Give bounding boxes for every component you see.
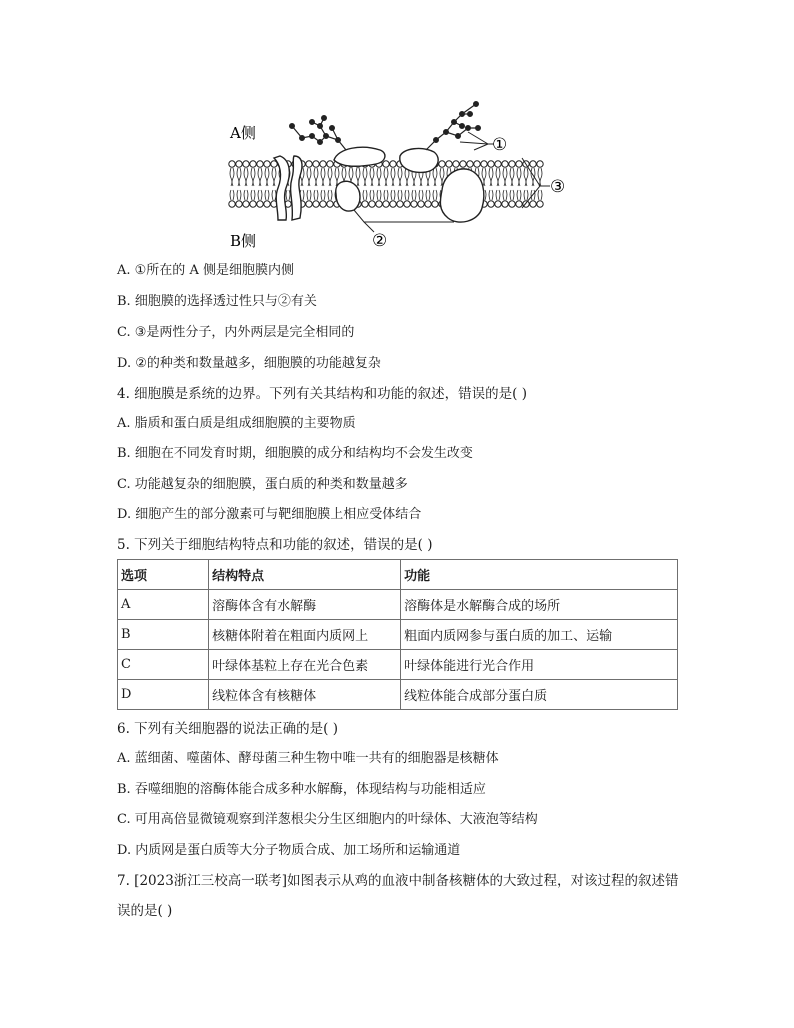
phospholipid-head — [313, 161, 319, 167]
phospholipid-head — [257, 201, 263, 207]
q6-option-d: D. 内质网是蛋白质等大分子物质合成、加工场所和运输通道 — [117, 843, 461, 858]
q6-stem: 6. 下列有关细胞器的说法正确的是( ) — [117, 721, 338, 737]
peripheral-protein-top — [334, 147, 385, 166]
phospholipid-tail — [230, 168, 234, 200]
phospholipid-head — [495, 201, 501, 207]
phospholipid-tail — [363, 168, 367, 200]
table-cell: 线粒体能合成部分蛋白质 — [401, 680, 678, 710]
table-cell: 粗面内质网参与蛋白质的加工、运输 — [401, 620, 678, 650]
table-cell: 叶绿体能进行光合作用 — [401, 650, 678, 680]
phospholipid-head — [446, 161, 452, 167]
table-row — [118, 590, 678, 620]
phospholipid-tail — [398, 168, 402, 200]
phospholipid-head — [439, 161, 445, 167]
cell-membrane-diagram — [222, 98, 582, 256]
phospholipid-head — [320, 201, 326, 207]
embedded-protein-2 — [336, 181, 360, 211]
phospholipid-head — [264, 201, 270, 207]
phospholipid-tail — [370, 168, 374, 200]
phospholipid-tail — [377, 168, 381, 200]
q3-option-d: D. ②的种类和数量越多，细胞膜的功能越复杂 — [117, 356, 381, 371]
glycoprotein-chain-left — [290, 116, 346, 150]
phospholipid-head — [306, 201, 312, 207]
phospholipid-tail — [412, 168, 416, 200]
table-row — [118, 680, 678, 710]
table-cell: 溶酶体含有水解酶 — [209, 590, 401, 620]
phospholipid-tail — [510, 168, 514, 200]
marker-1: ① — [492, 135, 508, 155]
phospholipid-head — [537, 161, 543, 167]
phospholipid-tail — [251, 168, 255, 200]
large-transmembrane-protein — [440, 169, 483, 222]
table-cell: C — [118, 650, 209, 680]
header-function: 功能 — [401, 560, 678, 590]
label-b-side: B侧 — [230, 232, 257, 250]
phospholipid-tail — [517, 168, 521, 200]
phospholipid-head — [390, 201, 396, 207]
phospholipid-head — [243, 201, 249, 207]
q4-option-d: D. 细胞产生的部分激素可与靶细胞膜上相应受体结合 — [117, 507, 422, 522]
q4-option-c: C. 功能越复杂的细胞膜，蛋白质的种类和数量越多 — [117, 477, 408, 492]
phospholipid-head — [404, 201, 410, 207]
phospholipid-head — [243, 161, 249, 167]
phospholipid-head — [488, 201, 494, 207]
phospholipid-head — [369, 201, 375, 207]
phospholipid-head — [502, 161, 508, 167]
membrane-svg — [222, 98, 582, 256]
q5-table — [117, 559, 678, 710]
phospholipid-head — [509, 161, 515, 167]
phospholipid-tail — [314, 168, 318, 200]
phospholipid-head — [362, 201, 368, 207]
phospholipid-head — [530, 161, 536, 167]
phospholipid-head — [383, 201, 389, 207]
phospholipid-head — [411, 201, 417, 207]
phospholipid-tail — [524, 168, 528, 200]
phospholipid-tail — [391, 168, 395, 200]
q6-option-b: B. 吞噬细胞的溶酶体能合成多种水解酶，体现结构与功能相适应 — [117, 782, 486, 797]
peripheral-protein-right — [400, 149, 438, 173]
q7-stem-line2: 误的是( ) — [117, 903, 173, 919]
phospholipid-head — [530, 201, 536, 207]
phospholipid-head — [390, 161, 396, 167]
phospholipid-head — [376, 201, 382, 207]
phospholipid-head — [250, 201, 256, 207]
label-a-side: A侧 — [230, 124, 256, 142]
phospholipid-head — [306, 161, 312, 167]
phospholipid-head — [453, 161, 459, 167]
phospholipid-tail — [328, 168, 332, 200]
q6-option-a: A. 蓝细菌、噬菌体、酵母菌三种生物中唯一共有的细胞器是核糖体 — [117, 751, 499, 766]
phospholipid-head — [383, 161, 389, 167]
phospholipid-head — [432, 201, 438, 207]
phospholipid-tail — [405, 168, 409, 200]
table-cell: A — [118, 590, 209, 620]
table-cell: 线粒体含有核糖体 — [209, 680, 401, 710]
table-cell: 叶绿体基粒上存在光合色素 — [209, 650, 401, 680]
phospholipid-head — [495, 161, 501, 167]
phospholipid-head — [418, 201, 424, 207]
phospholipid-tail — [321, 168, 325, 200]
q3-option-b: B. 细胞膜的选择透过性只与②有关 — [117, 294, 317, 309]
phospholipid-head — [467, 161, 473, 167]
phospholipid-head — [229, 161, 235, 167]
phospholipid-tail — [489, 168, 493, 200]
phospholipid-head — [474, 161, 480, 167]
phospholipid-tail — [258, 168, 262, 200]
table-row — [118, 620, 678, 650]
q4-option-a: A. 脂质和蛋白质是组成细胞膜的主要物质 — [117, 416, 356, 431]
marker-3: ③ — [550, 177, 566, 197]
table-cell: B — [118, 620, 209, 650]
phospholipid-tail — [307, 168, 311, 200]
q3-option-c: C. ③是两性分子，内外两层是完全相同的 — [117, 325, 355, 340]
phospholipid-tail — [237, 168, 241, 200]
marker-2: ② — [372, 231, 388, 251]
phospholipid-tail — [272, 168, 276, 200]
header-option: 选项 — [118, 560, 209, 590]
q4-option-b: B. 细胞在不同发育时期，细胞膜的成分和结构均不会发生改变 — [117, 446, 473, 461]
table-cell: D — [118, 680, 209, 710]
phospholipid-head — [264, 161, 270, 167]
phospholipid-head — [257, 161, 263, 167]
phospholipid-head — [537, 201, 543, 207]
phospholipid-head — [236, 201, 242, 207]
header-structure: 结构特点 — [209, 560, 401, 590]
phospholipid-head — [488, 161, 494, 167]
phospholipid-head — [509, 201, 515, 207]
phospholipid-heads-outer — [229, 161, 543, 167]
phospholipid-tail — [433, 168, 437, 200]
phospholipid-tail — [496, 168, 500, 200]
phospholipid-head — [516, 201, 522, 207]
phospholipid-tail — [265, 168, 269, 200]
phospholipid-head — [229, 201, 235, 207]
q7-stem-line1: 7. [2023浙江三校高一联考]如图表示从鸡的血液中制备核糖体的大致过程，对该过程的叙述错 — [117, 873, 679, 889]
phospholipid-tail — [384, 168, 388, 200]
table-row — [118, 650, 678, 680]
q3-option-a: A. ①所在的 A 侧是细胞膜内侧 — [117, 263, 294, 278]
phospholipid-tail — [244, 168, 248, 200]
phospholipid-head — [320, 161, 326, 167]
phospholipid-head — [327, 201, 333, 207]
phospholipid-head — [250, 161, 256, 167]
phospholipid-head — [313, 201, 319, 207]
phospholipid-head — [516, 161, 522, 167]
phospholipid-tail — [503, 168, 507, 200]
phospholipid-head — [481, 161, 487, 167]
table-cell: 溶酶体是水解酶合成的场所 — [401, 590, 678, 620]
table-header-row — [118, 560, 678, 590]
phospholipid-head — [460, 161, 466, 167]
phospholipid-head — [327, 161, 333, 167]
table-cell: 核糖体附着在粗面内质网上 — [209, 620, 401, 650]
phospholipid-head — [397, 201, 403, 207]
q6-option-c: C. 可用高倍显微镜观察到洋葱根尖分生区细胞内的叶绿体、大液泡等结构 — [117, 812, 538, 827]
phospholipid-head — [236, 161, 242, 167]
phospholipid-tail — [426, 168, 430, 200]
q4-stem: 4. 细胞膜是系统的边界。下列有关其结构和功能的叙述，错误的是( ) — [117, 386, 527, 402]
q5-stem: 5. 下列关于细胞结构特点和功能的叙述，错误的是( ) — [117, 537, 433, 553]
phospholipid-head — [502, 201, 508, 207]
phospholipid-head — [425, 201, 431, 207]
